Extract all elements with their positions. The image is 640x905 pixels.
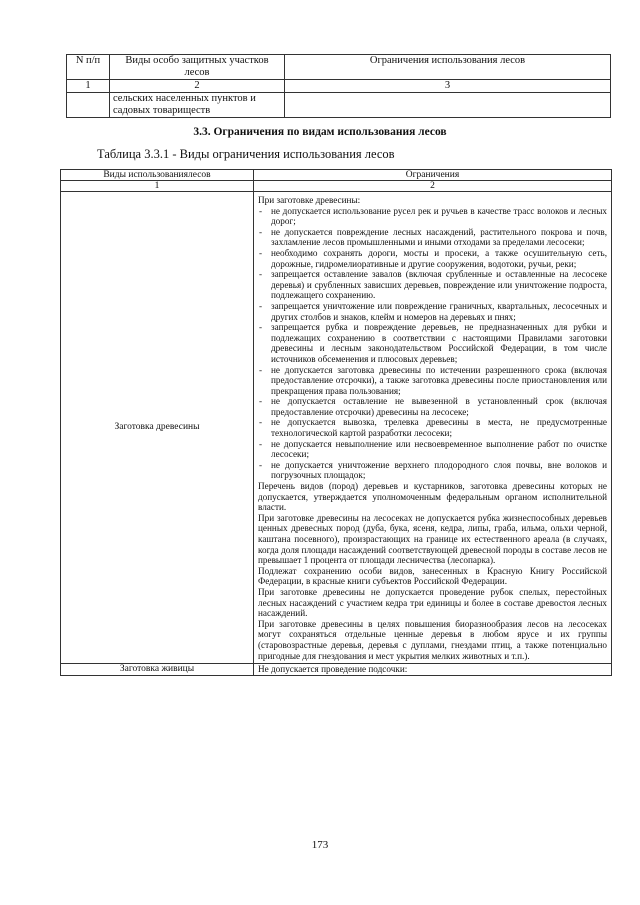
row-type-cell: сельских населенных пунктов и садовых товариществ	[110, 93, 285, 118]
restriction-paragraph: При заготовке древесины на лесосеках не допускается рубка жизнеспособных деревьев ценных древесных пород (дуба, бука, ясеня, кедра, липы, граба, ильма, ольхи черной, каштана посевного), произрастающих на границе их естественного ареала (в случаях, когда доля площади насаждений соответствующей древесной породы в составе лесов не превышает 1 процента от площади лесничества (лесопарка).	[258, 512, 607, 566]
column-number-cell: 2	[110, 80, 285, 93]
list-item: - не допускается заготовка древесины по истечении разрешенного срока (включая предоставление отсрочки), а также заготовка древесины после приостановления или прекращения права пользования;	[258, 365, 607, 397]
restriction-paragraph: Подлежат сохранению особи видов, занесенных в Красную Книгу Российской Федерации, в красные книги субъектов Российской Федерации.	[258, 565, 607, 587]
header-restrictions-cell: Ограничения	[254, 170, 612, 181]
restriction-paragraph: Перечень видов (пород) деревьев и кустарников, заготовка древесины которых не допускается, утверждается уполномоченным федеральным органом исполнительной власти.	[258, 481, 607, 513]
column-number-cell: 2	[254, 181, 612, 192]
restriction-paragraph: При заготовке древесины в целях повышения биоразнообразия лесов на лесосеках могут сохраняться отдельные ценные деревья в любом ярусе и их группы (старовозрастные деревья, деревья с дуплами, гнездами птиц, а также потенциально пригодные для гнездования и мест укрытия мелких животных и т.п.).	[258, 618, 607, 661]
list-item: - не допускается вывозка, трелевка древесины в места, не предусмотренные технологической картой разработки лесосеки;	[258, 417, 607, 438]
activity-cell: Заготовка древесины	[61, 192, 254, 664]
list-item: - не допускается невыполнение или несвоевременное выполнение работ по очистке лесосеки;	[258, 439, 607, 460]
restriction-paragraph: При заготовке древесины не допускается проведение рубок спелых, перестойных лесных насаждений с участием кедра три единицы и более в составе древостоя лесных насаждений.	[258, 586, 607, 619]
header-type-cell: Виды особо защитных участков лесов	[110, 55, 285, 80]
restrictions-list	[258, 206, 607, 481]
restrictions-intro: При заготовке древесины:	[258, 195, 361, 205]
list-item: - не допускается оставление не вывезенной в установленный срок (включая предоставление отсрочки) древесины на лесосеке;	[258, 396, 607, 417]
list-item: - не допускается использование русел рек и ручьев в качестве трасс волоков и лесных дорог;	[258, 206, 607, 227]
table-row	[61, 664, 612, 676]
row-restriction-cell	[285, 93, 611, 118]
top-table	[66, 54, 611, 118]
list-item: - не допускается уничтожение верхнего плодородного слоя почвы, вне волоков и погрузочных площадок;	[258, 460, 607, 481]
restrictions-cell	[254, 192, 612, 664]
list-item: - запрещается оставление завалов (включая срубленные и оставленные на лесосеке деревья) и срубленных зависших деревьев, повреждение или уничтожение подроста, подлежащего сохранению.	[258, 269, 607, 301]
activity-cell: Заготовка живицы	[61, 664, 254, 676]
section-title: 3.3. Ограничения по видам использования лесов	[193, 126, 447, 138]
column-number-cell: 3	[285, 80, 611, 93]
restrictions-table	[60, 169, 612, 676]
top-table-header-row	[67, 55, 611, 80]
restrictions-number-row	[61, 181, 612, 192]
list-item: - не допускается повреждение лесных насаждений, растительного покрова и почв, захламление лесов промышленными и иными отходами за пределами лесосеки;	[258, 227, 607, 248]
header-activity-cell: Виды использованиялесов	[61, 170, 254, 181]
table-caption: Таблица 3.3.1 - Виды ограничения использования лесов	[97, 147, 395, 161]
header-restriction-cell: Ограничения использования лесов	[285, 55, 611, 80]
top-table-row	[67, 93, 611, 118]
row-number-cell	[67, 93, 110, 118]
list-item: - запрещается рубка и повреждение деревьев, не предназначенных для рубки и подлежащих сохранению в соответствии с настоящими Правилами заготовки древесины и лесным законодательством Российской Федерации, в том числе источников обсеменения и плюсовых деревьев;	[258, 322, 607, 364]
top-table-number-row	[67, 80, 611, 93]
header-number-cell: N п/п	[67, 55, 110, 80]
list-item: - запрещается уничтожение или повреждение граничных, квартальных, лесосечных и других столбов и знаков, клейм и номеров на деревьях и пнях;	[258, 301, 607, 322]
restrictions-cell: Не допускается проведение подсочки:	[254, 664, 612, 676]
table-row	[61, 192, 612, 664]
column-number-cell: 1	[67, 80, 110, 93]
column-number-cell: 1	[61, 181, 254, 192]
list-item: - необходимо сохранять дороги, мосты и просеки, а также осушительную сеть, дорожные, гидромелиоративные и другие сооружения, водотоки, ручьи, реки;	[258, 248, 607, 269]
page-number: 173	[311, 839, 329, 851]
restrictions-header-row	[61, 170, 612, 181]
